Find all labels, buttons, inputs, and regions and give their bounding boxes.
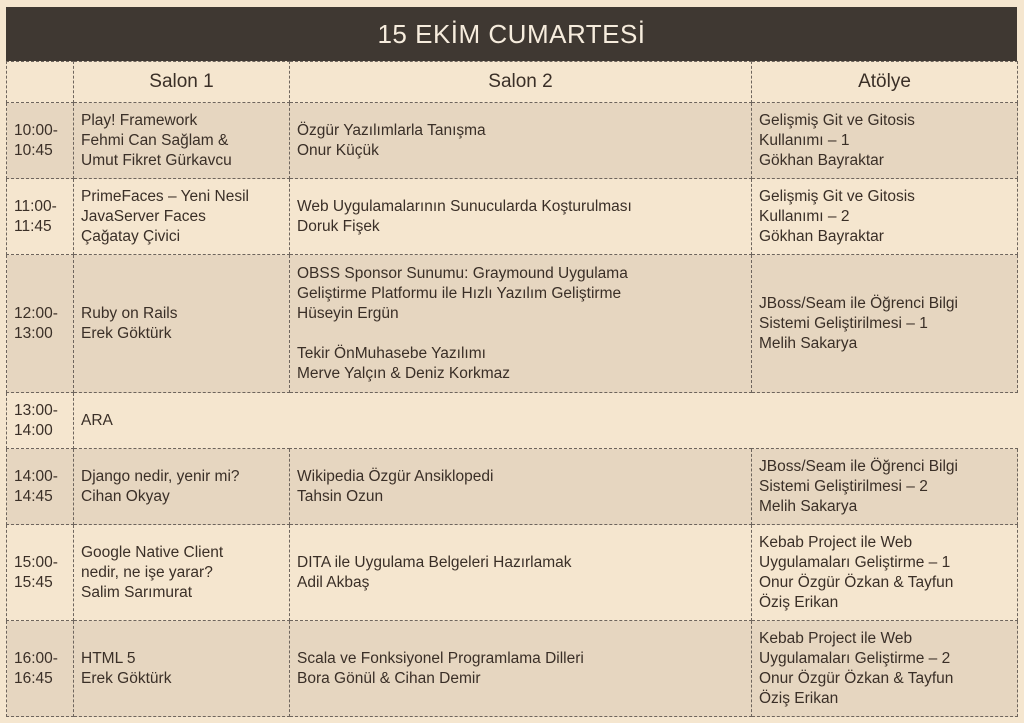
table-row — [7, 621, 1018, 717]
session-speaker: Cihan Okyay — [81, 487, 170, 505]
session-cell-salon-2 — [290, 621, 752, 717]
table-row-break — [7, 393, 1018, 449]
session-title: Tekir ÖnMuhasebe Yazılımı — [297, 344, 486, 362]
session-title: OBSS Sponsor Sunumu: Graymound Uygulama — [297, 264, 628, 282]
session-title: Gelişmiş Git ve Gitosis — [759, 111, 915, 129]
session-speaker: Umut Fikret Gürkavcu — [81, 151, 232, 169]
session-cell-atolye — [752, 525, 1018, 621]
session-title: Özgür Yazılımlarla Tanışma — [297, 121, 486, 139]
session-cell-atolye — [752, 621, 1018, 717]
session-title: Wikipedia Özgür Ansiklopedi — [297, 467, 494, 485]
session-cell-atolye — [752, 179, 1018, 255]
time-start: 15:00- — [14, 553, 58, 571]
table-row — [7, 179, 1018, 255]
column-header-time — [7, 62, 74, 103]
session-title: Kullanımı – 2 — [759, 207, 850, 225]
session-title: Kebab Project ile Web — [759, 533, 913, 551]
session-speaker: Bora Gönül & Cihan Demir — [297, 669, 481, 687]
schedule-title-bar — [6, 7, 1017, 61]
session-title: JBoss/Seam ile Öğrenci Bilgi — [759, 457, 958, 475]
session-speaker: Tahsin Ozun — [297, 487, 384, 505]
session-speaker: Doruk Fişek — [297, 217, 380, 235]
session-speaker: Öziş Erikan — [759, 689, 839, 707]
session-speaker: Onur Özgür Özkan & Tayfun — [759, 669, 954, 687]
session-title: Sistemi Geliştirilmesi – 2 — [759, 477, 928, 495]
break-cell — [74, 393, 1018, 449]
time-start: 16:00- — [14, 649, 58, 667]
table-row — [7, 103, 1018, 179]
session-title: Kebab Project ile Web — [759, 629, 913, 647]
time-end: 13:00 — [14, 324, 53, 342]
session-cell-salon-2 — [290, 525, 752, 621]
session-speaker: Erek Göktürk — [81, 669, 172, 687]
table-row — [7, 449, 1018, 525]
session-title: Web Uygulamalarının Sunucularda Koşturulması — [297, 197, 632, 215]
time-cell — [7, 103, 74, 179]
session-cell-salon-2 — [290, 255, 752, 393]
session-speaker: Salim Sarımurat — [81, 583, 193, 601]
session-speaker: Erek Göktürk — [81, 324, 172, 342]
session-cell-atolye — [752, 255, 1018, 393]
time-start: 12:00- — [14, 304, 58, 322]
session-cell-salon-1 — [74, 621, 290, 717]
time-start: 10:00- — [14, 121, 58, 139]
session-spacer — [297, 324, 751, 344]
column-header-atolye: Atölye — [752, 62, 1018, 103]
time-cell — [7, 255, 74, 393]
time-end: 16:45 — [14, 669, 53, 687]
session-title: nedir, ne işe yarar? — [81, 563, 213, 581]
session-title: Ruby on Rails — [81, 304, 178, 322]
session-cell-atolye — [752, 449, 1018, 525]
session-title: Django nedir, yenir mi? — [81, 467, 240, 485]
column-header-salon-2: Salon 2 — [290, 62, 752, 103]
session-title: Uygulamaları Geliştirme – 2 — [759, 649, 951, 667]
schedule-title: 15 EKİM CUMARTESİ — [377, 18, 646, 49]
session-title: Scala ve Fonksiyonel Programlama Dilleri — [297, 649, 584, 667]
time-end: 14:45 — [14, 487, 53, 505]
session-cell-salon-1 — [74, 103, 290, 179]
session-cell-atolye — [752, 103, 1018, 179]
session-cell-salon-1 — [74, 179, 290, 255]
time-cell — [7, 179, 74, 255]
table-row — [7, 255, 1018, 393]
session-title: DITA ile Uygulama Belgeleri Hazırlamak — [297, 553, 572, 571]
time-cell — [7, 449, 74, 525]
session-title: JBoss/Seam ile Öğrenci Bilgi — [759, 294, 958, 312]
session-speaker: Melih Sakarya — [759, 497, 858, 515]
time-start: 14:00- — [14, 467, 58, 485]
time-cell — [7, 393, 74, 449]
session-cell-salon-2 — [290, 179, 752, 255]
time-cell — [7, 621, 74, 717]
time-end: 10:45 — [14, 141, 53, 159]
session-cell-salon-1 — [74, 525, 290, 621]
session-title: PrimeFaces – Yeni Nesil — [81, 187, 249, 205]
session-cell-salon-2 — [290, 103, 752, 179]
session-cell-salon-1 — [74, 255, 290, 393]
table-row — [7, 525, 1018, 621]
session-title: Gelişmiş Git ve Gitosis — [759, 187, 915, 205]
time-end: 14:00 — [14, 421, 53, 439]
session-title: Geliştirme Platformu ile Hızlı Yazılım Geliştirme — [297, 284, 622, 302]
session-cell-salon-1 — [74, 449, 290, 525]
time-start: 13:00- — [14, 401, 58, 419]
time-end: 15:45 — [14, 573, 53, 591]
session-speaker: Fehmi Can Sağlam & — [81, 131, 229, 149]
session-speaker: Onur Özgür Özkan & Tayfun — [759, 573, 954, 591]
session-title: Play! Framework — [81, 111, 198, 129]
column-header-salon-1: Salon 1 — [74, 62, 290, 103]
column-header-row — [7, 62, 1018, 103]
session-speaker: Gökhan Bayraktar — [759, 151, 884, 169]
session-cell-salon-2 — [290, 449, 752, 525]
session-speaker: Öziş Erikan — [759, 593, 839, 611]
session-title: JavaServer Faces — [81, 207, 206, 225]
session-speaker: Adil Akbaş — [297, 573, 370, 591]
session-speaker: Çağatay Çivici — [81, 227, 181, 245]
session-speaker: Hüseyin Ergün — [297, 304, 399, 322]
session-speaker: Gökhan Bayraktar — [759, 227, 884, 245]
session-speaker: Onur Küçük — [297, 141, 379, 159]
time-end: 11:45 — [14, 217, 52, 235]
session-title: Kullanımı – 1 — [759, 131, 850, 149]
time-cell — [7, 525, 74, 621]
session-speaker: Merve Yalçın & Deniz Korkmaz — [297, 364, 511, 382]
session-speaker: Melih Sakarya — [759, 334, 858, 352]
time-start: 11:00- — [14, 197, 57, 215]
session-title: Sistemi Geliştirilmesi – 1 — [759, 314, 928, 332]
session-title: HTML 5 — [81, 649, 136, 667]
session-title: Uygulamaları Geliştirme – 1 — [759, 553, 951, 571]
break-label: ARA — [81, 411, 113, 429]
schedule-table — [6, 61, 1018, 717]
session-title: Google Native Client — [81, 543, 224, 561]
